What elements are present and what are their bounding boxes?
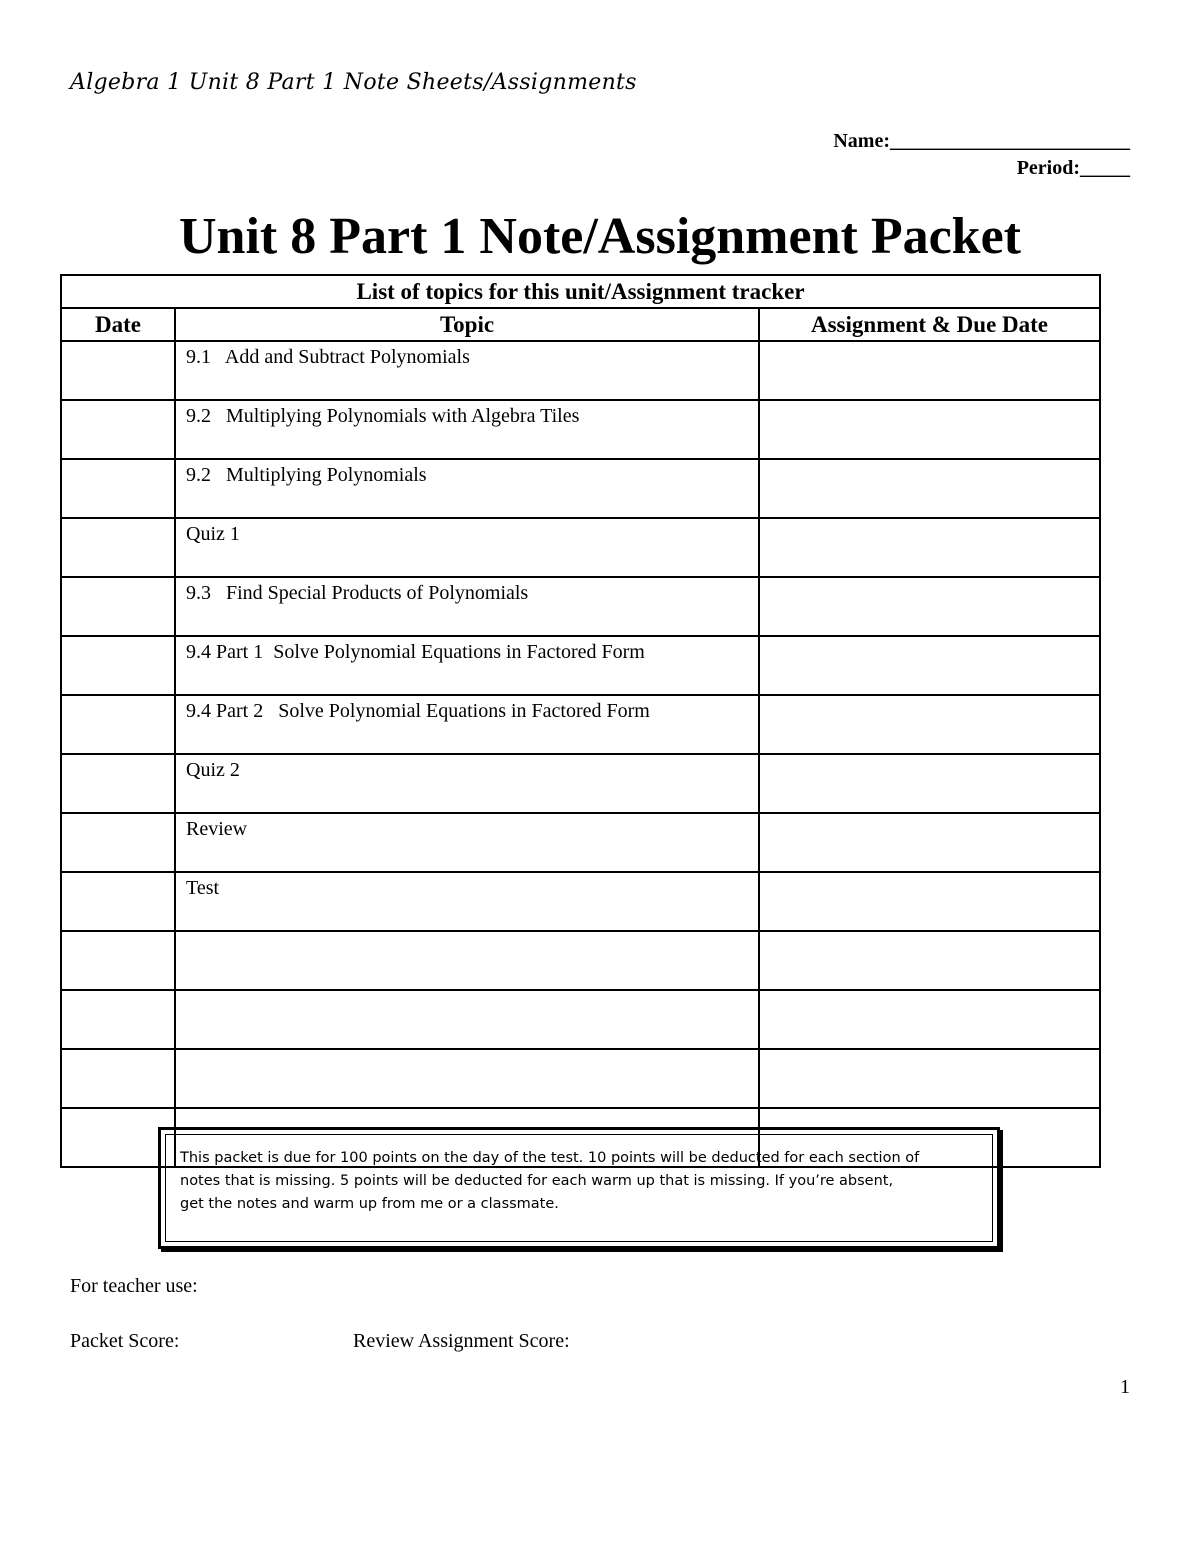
notice-line: get the notes and warm up from me or a classmate. bbox=[180, 1196, 559, 1212]
assignment-cell bbox=[759, 695, 1100, 754]
table-row bbox=[61, 990, 1100, 1049]
date-cell bbox=[61, 459, 175, 518]
table-row bbox=[61, 931, 1100, 990]
topic-cell: Review bbox=[175, 813, 759, 872]
page-number: 1 bbox=[1120, 1376, 1130, 1398]
assignment-cell bbox=[759, 518, 1100, 577]
date-cell bbox=[61, 400, 175, 459]
date-cell bbox=[61, 872, 175, 931]
topic-cell: Quiz 2 bbox=[175, 754, 759, 813]
table-row bbox=[61, 754, 1100, 813]
topic-cell: 9.4 Part 1 Solve Polynomial Equations in Factored Form bbox=[175, 636, 759, 695]
date-cell bbox=[61, 636, 175, 695]
table-row bbox=[61, 1049, 1100, 1108]
column-header-topic: Topic bbox=[175, 308, 759, 341]
document-header: Algebra 1 Unit 8 Part 1 Note Sheets/Assignments bbox=[70, 70, 637, 95]
table-row bbox=[61, 813, 1100, 872]
column-header-date: Date bbox=[61, 308, 175, 341]
date-cell bbox=[61, 577, 175, 636]
assignment-cell bbox=[759, 577, 1100, 636]
table-row bbox=[61, 695, 1100, 754]
date-cell bbox=[61, 695, 175, 754]
packet-score-label: Packet Score: bbox=[70, 1330, 180, 1352]
table-caption: List of topics for this unit/Assignment tracker bbox=[61, 275, 1100, 308]
assignment-cell bbox=[759, 872, 1100, 931]
notice-line: notes that is missing. 5 points will be deducted for each warm up that is missing. If you’re absent, bbox=[180, 1173, 894, 1189]
table-row bbox=[61, 872, 1100, 931]
review-score-label: Review Assignment Score: bbox=[353, 1330, 570, 1352]
topic-cell: 9.2 Multiplying Polynomials with Algebra Tiles bbox=[175, 400, 759, 459]
topic-cell: Quiz 1 bbox=[175, 518, 759, 577]
table-row bbox=[61, 518, 1100, 577]
topic-cell: 9.3 Find Special Products of Polynomials bbox=[175, 577, 759, 636]
topic-cell: 9.4 Part 2 Solve Polynomial Equations in Factored Form bbox=[175, 695, 759, 754]
date-cell bbox=[61, 931, 175, 990]
assignment-cell bbox=[759, 341, 1100, 400]
table-row bbox=[61, 577, 1100, 636]
table-row bbox=[61, 636, 1100, 695]
grading-notice-text bbox=[165, 1134, 993, 1242]
topic-cell: 9.1 Add and Subtract Polynomials bbox=[175, 341, 759, 400]
assignment-cell bbox=[759, 636, 1100, 695]
grading-notice-box bbox=[158, 1127, 1000, 1249]
period-field-label: Period:_____ bbox=[1016, 157, 1130, 179]
assignment-cell bbox=[759, 813, 1100, 872]
assignment-cell bbox=[759, 459, 1100, 518]
date-cell bbox=[61, 341, 175, 400]
topic-cell bbox=[175, 931, 759, 990]
date-cell bbox=[61, 990, 175, 1049]
notice-line: This packet is due for 100 points on the day of the test. 10 points will be deducted for each section of bbox=[180, 1150, 920, 1166]
assignment-cell bbox=[759, 754, 1100, 813]
date-cell bbox=[61, 813, 175, 872]
topic-cell: 9.2 Multiplying Polynomials bbox=[175, 459, 759, 518]
table-row bbox=[61, 341, 1100, 400]
topic-cell bbox=[175, 990, 759, 1049]
name-field-label: Name:________________________ bbox=[833, 130, 1130, 152]
topic-cell: Test bbox=[175, 872, 759, 931]
teacher-use-label: For teacher use: bbox=[70, 1275, 198, 1297]
table-row bbox=[61, 400, 1100, 459]
assignment-cell bbox=[759, 1049, 1100, 1108]
assignment-tracker-table bbox=[60, 274, 1101, 1168]
date-cell bbox=[61, 1049, 175, 1108]
page-title: Unit 8 Part 1 Note/Assignment Packet bbox=[179, 208, 1021, 265]
date-cell bbox=[61, 754, 175, 813]
assignment-cell bbox=[759, 931, 1100, 990]
table-row bbox=[61, 459, 1100, 518]
assignment-cell bbox=[759, 400, 1100, 459]
topic-cell bbox=[175, 1049, 759, 1108]
assignment-cell bbox=[759, 990, 1100, 1049]
date-cell bbox=[61, 518, 175, 577]
column-header-assignment: Assignment & Due Date bbox=[759, 308, 1100, 341]
